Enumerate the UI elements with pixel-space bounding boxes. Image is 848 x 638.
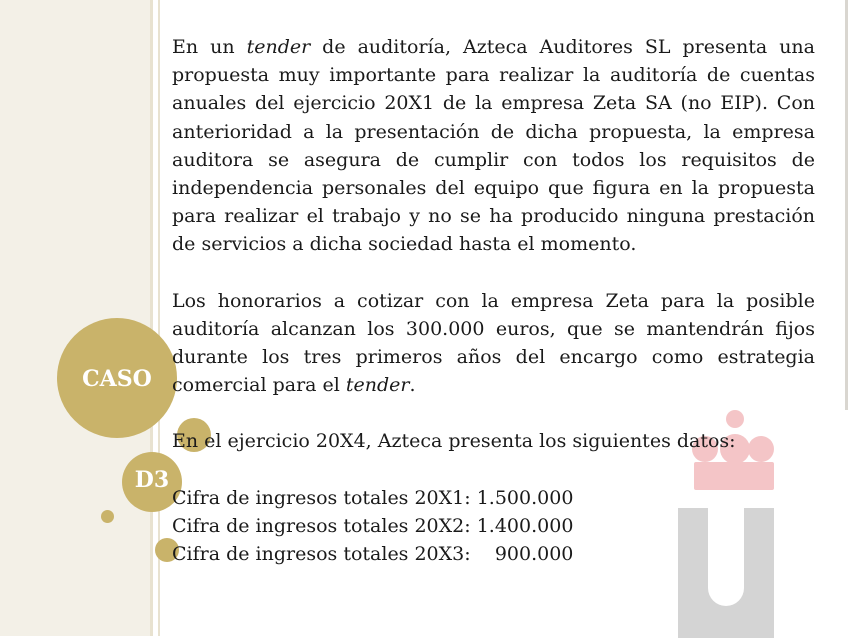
decorative-stripe xyxy=(150,0,153,636)
tiny-circle xyxy=(101,510,114,523)
income-list xyxy=(172,484,815,569)
paragraph-data-intro: En el ejercicio 20X4, Azteca presenta los siguientes datos: xyxy=(172,430,736,453)
paragraph-fees xyxy=(172,287,815,400)
income-row: Cifra de ingresos totales 20X3: 900.000 xyxy=(172,543,574,566)
paragraph-tender-intro xyxy=(172,33,815,259)
text-span: En un xyxy=(172,36,247,58)
text-span: . xyxy=(409,374,416,397)
emphasis-tender: tender xyxy=(345,374,410,397)
emphasis-tender: tender xyxy=(246,36,311,58)
caso-label: CASO xyxy=(82,366,152,392)
text-span: Los honorarios a cotizar con la empresa Zeta para la posible auditoría alcanzan los 300.000 euros, que se mantendrán fijos durante los tres primeros años del encargo como estrategia comercial para el xyxy=(172,289,815,397)
text-span: de auditoría, Azteca Auditores SL presenta una propuesta muy importante para realizar la auditoría de cuentas anuales del ejercicio 20X1 de la empresa Zeta SA (no EIP). Con anterioridad a la presentación de dicha propuesta, la empresa auditora se asegura de cumplir con todos los requisitos de independencia personales del equipo que figura en la propuesta para realizar el trabajo y no se ha producido ninguna prestación de servicios a dicha sociedad hasta el momento. xyxy=(172,36,815,256)
income-row: Cifra de ingresos totales 20X1: 1.500.000 xyxy=(172,486,574,509)
case-text xyxy=(172,33,815,568)
d3-label: D3 xyxy=(134,467,170,493)
income-row: Cifra de ingresos totales 20X2: 1.400.000 xyxy=(172,514,574,537)
